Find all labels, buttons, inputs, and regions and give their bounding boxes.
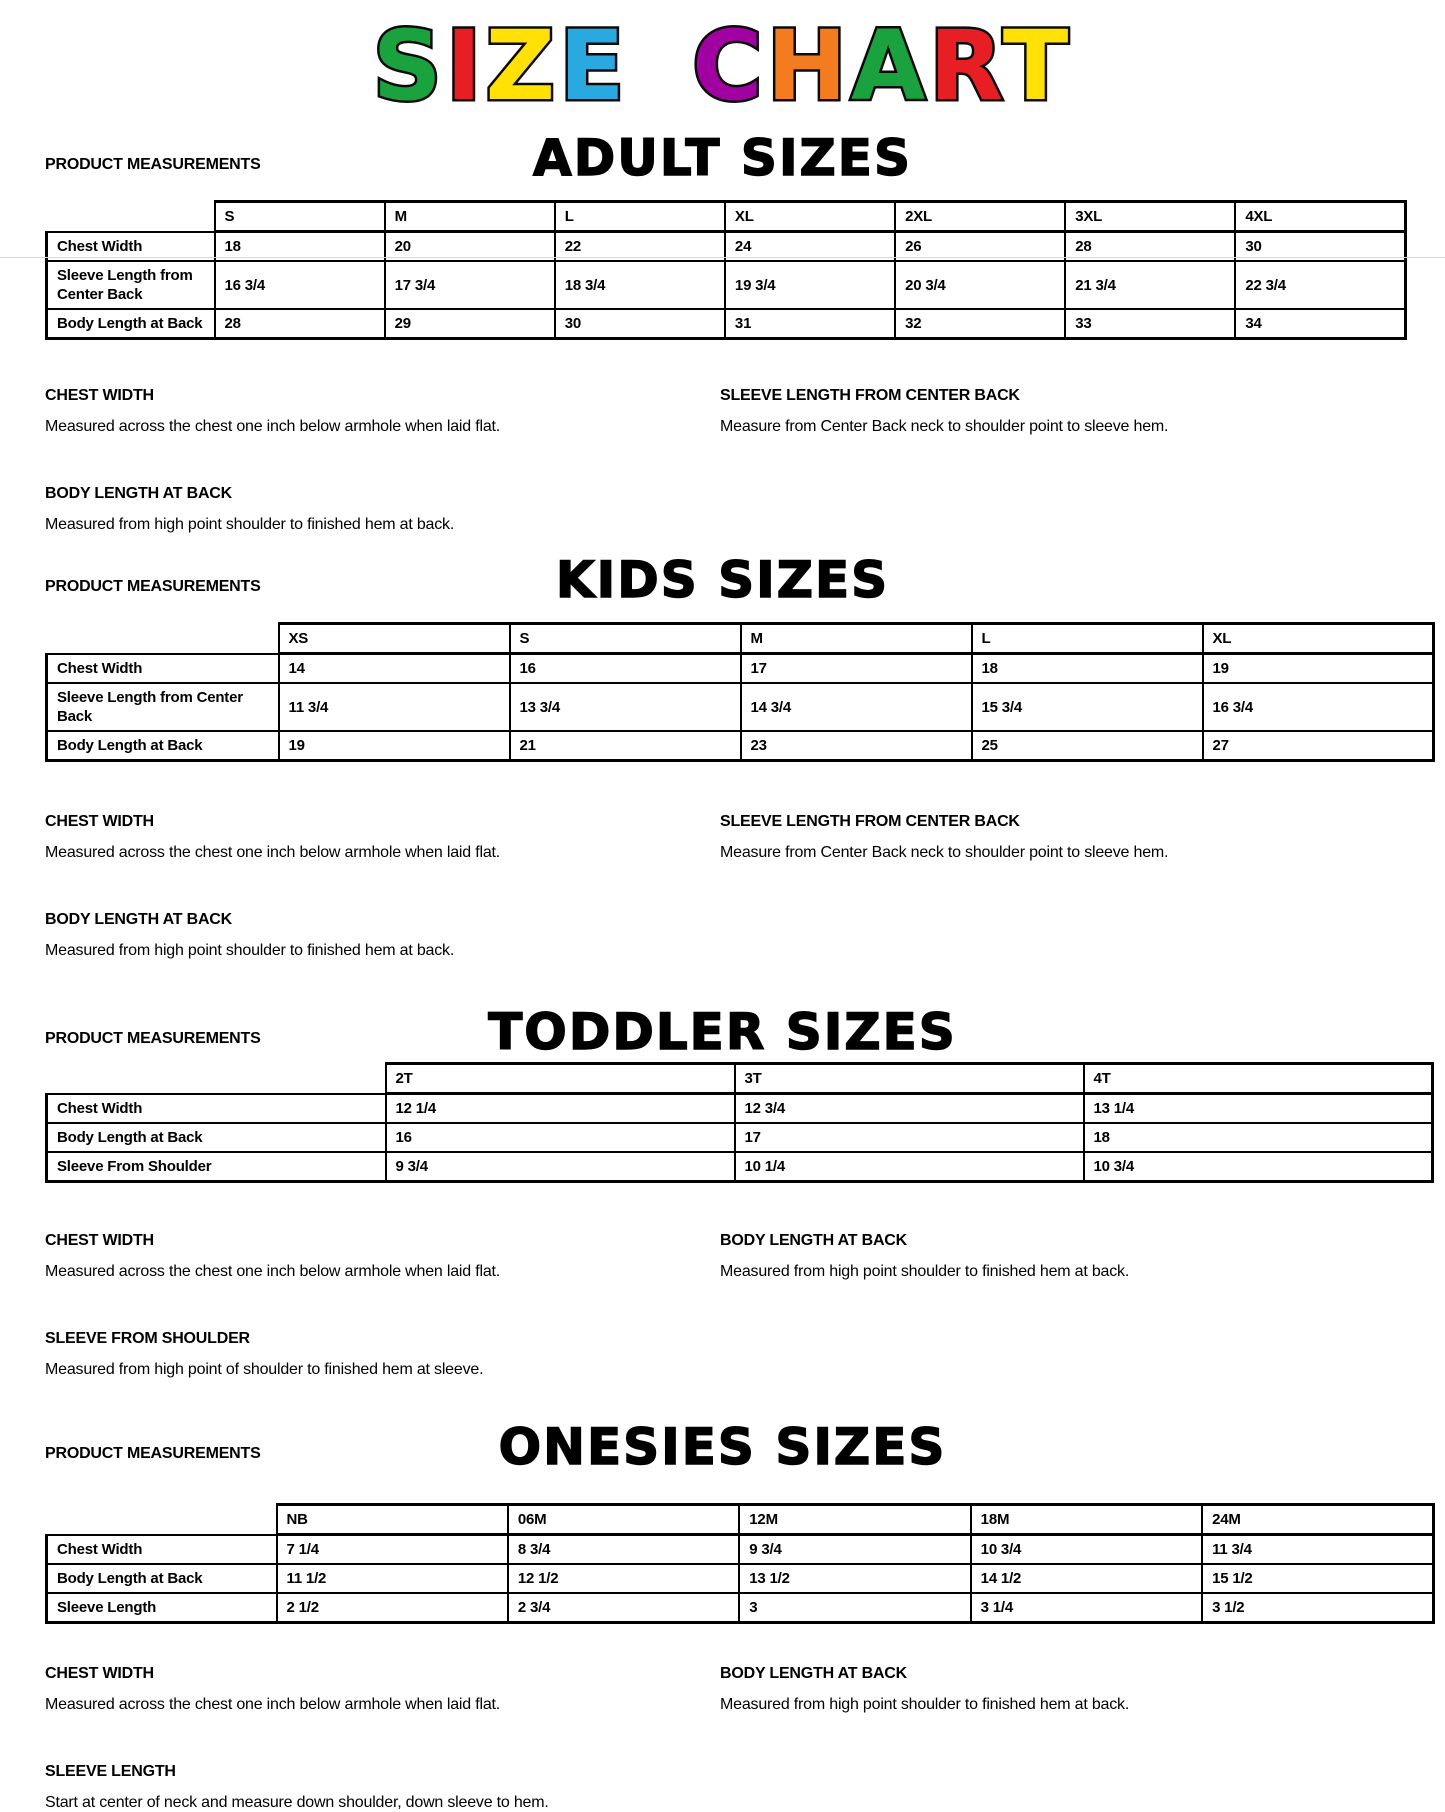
measurement-value-cell: 8 3/4 [508, 1535, 739, 1565]
adult-section-head [0, 130, 1445, 186]
size-column-header: 2XL [895, 202, 1065, 232]
note-heading: CHEST WIDTH [45, 1232, 154, 1249]
measurement-value-cell: 11 3/4 [1202, 1535, 1433, 1565]
measurement-value-cell: 31 [725, 309, 895, 339]
measurement-value-cell: 10 1/4 [735, 1152, 1084, 1182]
title-letter: R [929, 10, 1003, 122]
measurement-value-cell: 23 [741, 731, 972, 761]
measurement-value-cell: 27 [1203, 731, 1434, 761]
note-heading: SLEEVE LENGTH FROM CENTER BACK [720, 387, 1020, 404]
size-column-header: 12M [739, 1505, 970, 1535]
measurement-value-cell: 18 [1084, 1123, 1433, 1152]
measurement-note [45, 386, 720, 436]
note-text: Measured across the chest one inch below armhole when laid flat. [45, 1263, 501, 1280]
table-row [47, 654, 1434, 684]
note-text: Measured across the chest one inch below armhole when laid flat. [45, 844, 501, 861]
measurement-row-label: Sleeve From Shoulder [47, 1152, 386, 1182]
measurement-value-cell: 10 3/4 [971, 1535, 1202, 1565]
measurement-value-cell: 30 [555, 309, 725, 339]
measurement-value-cell: 13 3/4 [510, 683, 741, 731]
table-corner-cell [47, 624, 279, 654]
adult-notes [0, 386, 1445, 534]
measurement-note [45, 812, 720, 862]
measurement-value-cell: 20 3/4 [895, 261, 1065, 309]
title-letter [629, 10, 692, 122]
measurement-row-label: Sleeve Length from Center Back [47, 683, 279, 731]
measurement-value-cell: 13 1/2 [739, 1564, 970, 1593]
measurement-note [45, 484, 720, 534]
size-column-header: L [555, 202, 725, 232]
measurement-row-label: Body Length at Back [47, 1564, 277, 1593]
title-letter: H [766, 10, 851, 122]
note-heading: CHEST WIDTH [45, 813, 154, 830]
note-heading: CHEST WIDTH [45, 387, 154, 404]
adult-sizes-table [45, 200, 1407, 340]
title-letter: C [692, 10, 767, 122]
table-row [47, 309, 1406, 339]
table-row [47, 1593, 1434, 1623]
table-corner-cell [47, 1064, 386, 1094]
measurement-note [45, 1329, 720, 1379]
note-heading: BODY LENGTH AT BACK [45, 485, 233, 502]
measurement-value-cell: 20 [385, 232, 555, 262]
onesies-notes [0, 1664, 1445, 1812]
page-header [0, 10, 1445, 122]
measurement-value-cell: 16 [386, 1123, 735, 1152]
size-column-header: 4XL [1235, 202, 1405, 232]
note-text: Measured across the chest one inch below armhole when laid flat. [45, 1696, 501, 1713]
measurement-value-cell: 30 [1235, 232, 1405, 262]
size-column-header: M [741, 624, 972, 654]
measurement-note [720, 812, 1445, 862]
note-text: Measured from high point of shoulder to finished hem at sleeve. [45, 1361, 484, 1378]
measurement-value-cell: 22 [555, 232, 725, 262]
note-text: Measured from high point shoulder to finished hem at back. [720, 1263, 1130, 1280]
measurement-value-cell: 15 1/2 [1202, 1564, 1433, 1593]
size-column-header: 24M [1202, 1505, 1433, 1535]
size-column-header: 18M [971, 1505, 1202, 1535]
size-column-header: XL [1203, 624, 1434, 654]
title-letter: T [1002, 10, 1073, 122]
product-measurements-label: PRODUCT MEASUREMENTS [45, 1445, 261, 1462]
measurement-row-label: Chest Width [47, 1535, 277, 1565]
product-measurements-label: PRODUCT MEASUREMENTS [45, 156, 261, 173]
measurement-value-cell: 2 3/4 [508, 1593, 739, 1623]
title-letter: A [850, 10, 930, 122]
size-column-header: L [972, 624, 1203, 654]
measurement-value-cell: 18 [972, 654, 1203, 684]
note-text: Measure from Center Back neck to shoulder point to sleeve hem. [720, 844, 1169, 861]
kids-notes [0, 812, 1445, 960]
toddler-sizes-heading: TODDLER SIZES [488, 1003, 957, 1061]
measurement-value-cell: 16 3/4 [215, 261, 385, 309]
table-corner-cell [47, 202, 215, 232]
section-onesies-sizes [0, 1419, 1445, 1812]
measurement-note [45, 910, 720, 960]
table-row [47, 1123, 1433, 1152]
size-column-header: S [510, 624, 741, 654]
scan-artifact-line [0, 257, 1445, 258]
measurement-value-cell: 7 1/4 [277, 1535, 508, 1565]
measurement-value-cell: 24 [725, 232, 895, 262]
measurement-value-cell: 12 1/4 [386, 1094, 735, 1124]
note-text: Measured from high point shoulder to finished hem at back. [45, 942, 455, 959]
measurement-value-cell: 33 [1065, 309, 1235, 339]
measurement-row-label: Chest Width [47, 1094, 386, 1124]
note-text: Measured across the chest one inch below armhole when laid flat. [45, 418, 501, 435]
kids-sizes-table [45, 622, 1435, 762]
note-heading: SLEEVE LENGTH [45, 1763, 176, 1780]
section-kids-sizes [0, 552, 1445, 960]
measurement-row-label: Sleeve Length [47, 1593, 277, 1623]
size-column-header: M [385, 202, 555, 232]
measurement-value-cell: 18 3/4 [555, 261, 725, 309]
measurement-value-cell: 10 3/4 [1084, 1152, 1433, 1182]
product-measurements-label: PRODUCT MEASUREMENTS [45, 1030, 261, 1047]
table-row [47, 1535, 1434, 1565]
table-row [47, 1152, 1433, 1182]
toddler-sizes-table [45, 1062, 1434, 1183]
onesies-sizes-table [45, 1503, 1435, 1624]
size-column-header: 06M [508, 1505, 739, 1535]
size-column-header: XL [725, 202, 895, 232]
note-text: Measured from high point shoulder to finished hem at back. [720, 1696, 1130, 1713]
title-letter: I [445, 10, 486, 122]
note-heading: BODY LENGTH AT BACK [720, 1232, 908, 1249]
measurement-value-cell: 17 [741, 654, 972, 684]
note-text: Start at center of neck and measure down shoulder, down sleeve to hem. [45, 1794, 549, 1811]
measurement-value-cell: 21 [510, 731, 741, 761]
measurement-value-cell: 13 1/4 [1084, 1094, 1433, 1124]
toddler-section-head [0, 1004, 1445, 1060]
section-toddler-sizes [0, 1004, 1445, 1379]
measurement-value-cell: 9 3/4 [386, 1152, 735, 1182]
measurement-value-cell: 9 3/4 [739, 1535, 970, 1565]
measurement-value-cell: 11 3/4 [279, 683, 510, 731]
size-column-header: NB [277, 1505, 508, 1535]
title-letter: S [372, 10, 446, 122]
note-heading: BODY LENGTH AT BACK [45, 911, 233, 928]
title-letter: E [559, 10, 629, 122]
size-column-header: 3T [735, 1064, 1084, 1094]
measurement-value-cell: 19 [279, 731, 510, 761]
measurement-value-cell: 17 3/4 [385, 261, 555, 309]
measurement-value-cell: 22 3/4 [1235, 261, 1405, 309]
measurement-value-cell: 21 3/4 [1065, 261, 1235, 309]
measurement-value-cell: 12 3/4 [735, 1094, 1084, 1124]
measurement-row-label: Body Length at Back [47, 731, 279, 761]
measurement-value-cell: 16 [510, 654, 741, 684]
measurement-value-cell: 34 [1235, 309, 1405, 339]
measurement-value-cell: 15 3/4 [972, 683, 1203, 731]
measurement-note [720, 386, 1445, 436]
measurement-value-cell: 17 [735, 1123, 1084, 1152]
measurement-value-cell: 25 [972, 731, 1203, 761]
size-column-header: S [215, 202, 385, 232]
page-title [0, 10, 1445, 122]
measurement-note [720, 1664, 1445, 1714]
measurement-value-cell: 19 3/4 [725, 261, 895, 309]
table-row [47, 683, 1434, 731]
measurement-row-label: Chest Width [47, 232, 215, 262]
size-column-header: 2T [386, 1064, 735, 1094]
measurement-value-cell: 28 [215, 309, 385, 339]
measurement-note [45, 1762, 720, 1812]
table-row [47, 731, 1434, 761]
section-adult-sizes [0, 130, 1445, 534]
kids-sizes-heading: KIDS SIZES [555, 551, 890, 609]
measurement-value-cell: 26 [895, 232, 1065, 262]
kids-section-head [0, 552, 1445, 608]
product-measurements-label: PRODUCT MEASUREMENTS [45, 578, 261, 595]
measurement-value-cell: 18 [215, 232, 385, 262]
note-heading: SLEEVE FROM SHOULDER [45, 1330, 250, 1347]
table-row [47, 1564, 1434, 1593]
measurement-value-cell: 3 [739, 1593, 970, 1623]
measurement-value-cell: 14 3/4 [741, 683, 972, 731]
table-row [47, 261, 1406, 309]
title-letter: Z [485, 10, 560, 122]
measurement-value-cell: 32 [895, 309, 1065, 339]
measurement-note [45, 1231, 720, 1281]
measurement-value-cell: 3 1/4 [971, 1593, 1202, 1623]
measurement-row-label: Body Length at Back [47, 1123, 386, 1152]
note-heading: CHEST WIDTH [45, 1665, 154, 1682]
onesies-section-head [0, 1419, 1445, 1475]
measurement-value-cell: 3 1/2 [1202, 1593, 1433, 1623]
onesies-sizes-heading: ONESIES SIZES [498, 1418, 947, 1476]
measurement-value-cell: 28 [1065, 232, 1235, 262]
size-column-header: 3XL [1065, 202, 1235, 232]
note-text: Measured from high point shoulder to finished hem at back. [45, 516, 455, 533]
measurement-value-cell: 14 [279, 654, 510, 684]
measurement-value-cell: 12 1/2 [508, 1564, 739, 1593]
measurement-row-label: Body Length at Back [47, 309, 215, 339]
table-corner-cell [47, 1505, 277, 1535]
measurement-value-cell: 16 3/4 [1203, 683, 1434, 731]
measurement-note [45, 1664, 720, 1714]
note-heading: SLEEVE LENGTH FROM CENTER BACK [720, 813, 1020, 830]
note-text: Measure from Center Back neck to shoulder point to sleeve hem. [720, 418, 1169, 435]
measurement-value-cell: 14 1/2 [971, 1564, 1202, 1593]
toddler-notes [0, 1231, 1445, 1379]
note-heading: BODY LENGTH AT BACK [720, 1665, 908, 1682]
measurement-value-cell: 11 1/2 [277, 1564, 508, 1593]
measurement-value-cell: 19 [1203, 654, 1434, 684]
size-column-header: XS [279, 624, 510, 654]
size-column-header: 4T [1084, 1064, 1433, 1094]
measurement-row-label: Chest Width [47, 654, 279, 684]
measurement-note [720, 1231, 1445, 1281]
measurement-value-cell: 29 [385, 309, 555, 339]
table-row [47, 1094, 1433, 1124]
measurement-row-label: Sleeve Length from Center Back [47, 261, 215, 309]
adult-sizes-heading: ADULT SIZES [533, 129, 912, 187]
measurement-value-cell: 2 1/2 [277, 1593, 508, 1623]
